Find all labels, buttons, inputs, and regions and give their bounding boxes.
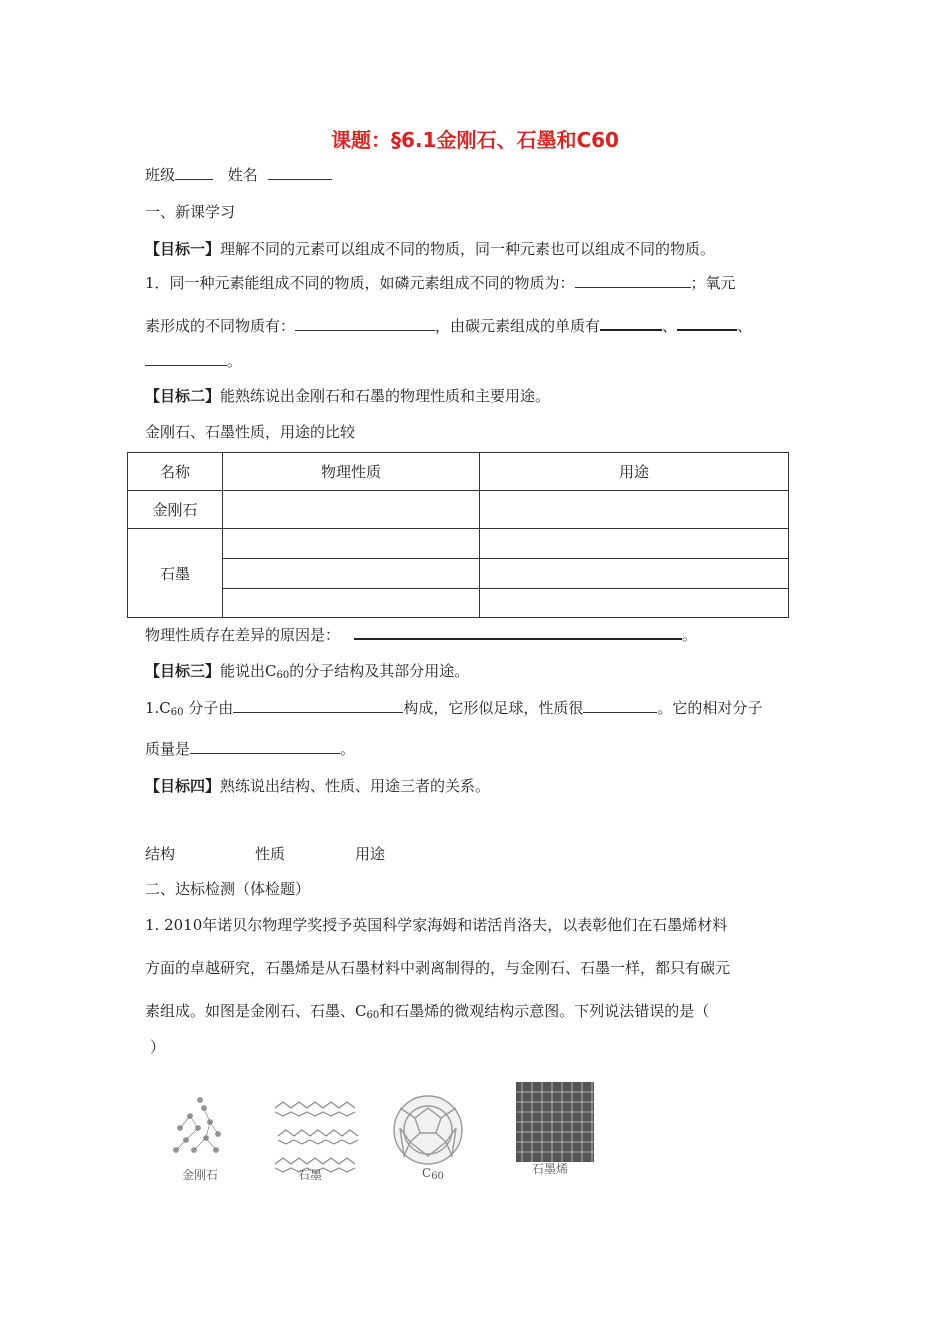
answer-blank[interactable]	[600, 315, 662, 331]
question-text: 素形成的不同物质有：	[145, 317, 296, 335]
answer-blank[interactable]	[145, 351, 227, 366]
problem-1-line-4: ）	[150, 1038, 166, 1056]
goal-1-text: 理解不同的元素可以组成不同的物质，同一种元素也可以组成不同的物质。	[220, 240, 716, 258]
class-label: 班级	[145, 166, 176, 184]
goal-3-tag: 【目标三】	[145, 662, 221, 680]
goal-3-text: 的分子结构及其部分用途。	[289, 662, 470, 680]
subscript: 60	[431, 1171, 444, 1182]
question-text: 。它的相对分子	[657, 699, 763, 717]
subscript: 60	[366, 1010, 380, 1021]
answer-blank[interactable]	[677, 315, 737, 331]
question-text: 构成，它形似足球，性质很	[403, 699, 584, 717]
question-1-line-1	[145, 272, 736, 293]
goal-1	[145, 238, 715, 259]
goal-3-text: 能说出C	[220, 662, 277, 680]
relation-structure: 结构	[145, 845, 176, 863]
name-label: 姓名	[227, 166, 258, 184]
c60-structure-icon	[394, 1096, 462, 1164]
question-text: 、	[737, 317, 753, 335]
graphite-structure-icon	[275, 1102, 358, 1172]
relation-use: 用途	[355, 845, 386, 863]
table-header: 物理性质	[223, 453, 480, 491]
table-cell[interactable]	[223, 491, 480, 529]
table-cell[interactable]	[480, 491, 789, 529]
diamond-structure-icon	[174, 1098, 221, 1153]
reason-line	[145, 624, 697, 645]
goal-2-text: 能熟练说出金刚石和石墨的物理性质和主要用途。	[220, 387, 551, 405]
question-1-line-2	[145, 315, 752, 336]
goal-1-tag: 【目标一】	[145, 240, 221, 258]
table-cell[interactable]	[223, 529, 480, 559]
caption-c60-text: C	[422, 1166, 432, 1180]
section-heading-2: 二、达标检测（体检题）	[145, 880, 311, 898]
caption-graphite: 石墨	[298, 1168, 323, 1182]
relation-line	[145, 843, 386, 864]
problem-1-line-2: 方面的卓越研究，石墨烯是从石墨材料中剥离制得的，与金刚石、石墨一样，都只有碳元	[145, 959, 731, 977]
goal-2-tag: 【目标二】	[145, 387, 221, 405]
goal-2	[145, 385, 550, 406]
answer-blank[interactable]	[354, 624, 682, 640]
relation-property: 性质	[255, 845, 286, 863]
question-text: 。	[340, 740, 356, 758]
question-3-line-1	[145, 697, 762, 718]
question-text: 1．同一种元素能组成不同的物质，如磷元素组成不同的物质为：	[145, 274, 575, 292]
name-blank[interactable]	[268, 165, 332, 180]
reason-end: 。	[682, 626, 698, 644]
table-cell[interactable]	[480, 559, 789, 589]
comparison-table	[127, 452, 789, 618]
page-title: 课题：§6.1金刚石、石墨和C60	[331, 128, 619, 152]
compare-title: 金刚石、石墨性质，用途的比较	[145, 423, 356, 441]
goal-4-text: 熟练说出结构、性质、用途三者的关系。	[220, 777, 491, 795]
caption-c60	[422, 1166, 444, 1180]
section-heading-1: 一、新课学习	[145, 203, 236, 221]
table-header: 用途	[480, 453, 789, 491]
question-text: 质量是	[145, 740, 191, 758]
problem-text: 素组成。如图是金刚石、石墨、C	[145, 1002, 367, 1020]
graphene-structure-icon	[516, 1082, 594, 1162]
answer-blank[interactable]	[575, 273, 691, 288]
goal-4	[145, 775, 490, 796]
table-cell[interactable]	[223, 589, 480, 618]
question-1-line-3	[145, 350, 242, 371]
table-cell[interactable]	[223, 559, 480, 589]
answer-blank[interactable]	[583, 698, 657, 713]
row-label-graphite: 石墨	[128, 529, 223, 618]
goal-4-tag: 【目标四】	[145, 777, 221, 795]
caption-graphene: 石墨烯	[532, 1162, 569, 1176]
problem-text: 和石墨烯的微观结构示意图。下列说法错误的是（	[379, 1002, 710, 1020]
question-text: ；氧元	[690, 274, 736, 292]
question-text: ，由碳元素组成的单质有	[435, 317, 601, 335]
header-line	[145, 164, 332, 185]
question-text: 1.C	[145, 699, 171, 717]
class-blank[interactable]	[175, 165, 213, 180]
question-text: 。	[227, 352, 243, 370]
answer-blank[interactable]	[295, 316, 435, 331]
caption-diamond: 金刚石	[182, 1168, 219, 1182]
table-header: 名称	[128, 453, 223, 491]
question-text: 分子由	[183, 699, 234, 717]
answer-blank[interactable]	[190, 739, 340, 754]
subscript: 60	[170, 707, 184, 718]
question-text: 、	[662, 317, 678, 335]
row-label-diamond: 金刚石	[128, 491, 223, 529]
table-cell[interactable]	[480, 589, 789, 618]
table-cell[interactable]	[480, 529, 789, 559]
problem-1-line-1: 1. 2010年诺贝尔物理学奖授予英国科学家海姆和诺活肖洛夫，以表彰他们在石墨烯材料	[145, 916, 728, 934]
question-3-line-2	[145, 738, 355, 759]
problem-1-line-3	[145, 1000, 709, 1021]
goal-3	[145, 660, 469, 681]
carbon-structures-figure	[160, 1078, 620, 1192]
answer-blank[interactable]	[233, 698, 403, 713]
reason-text: 物理性质存在差异的原因是：	[145, 626, 341, 644]
subscript: 60	[276, 670, 290, 681]
